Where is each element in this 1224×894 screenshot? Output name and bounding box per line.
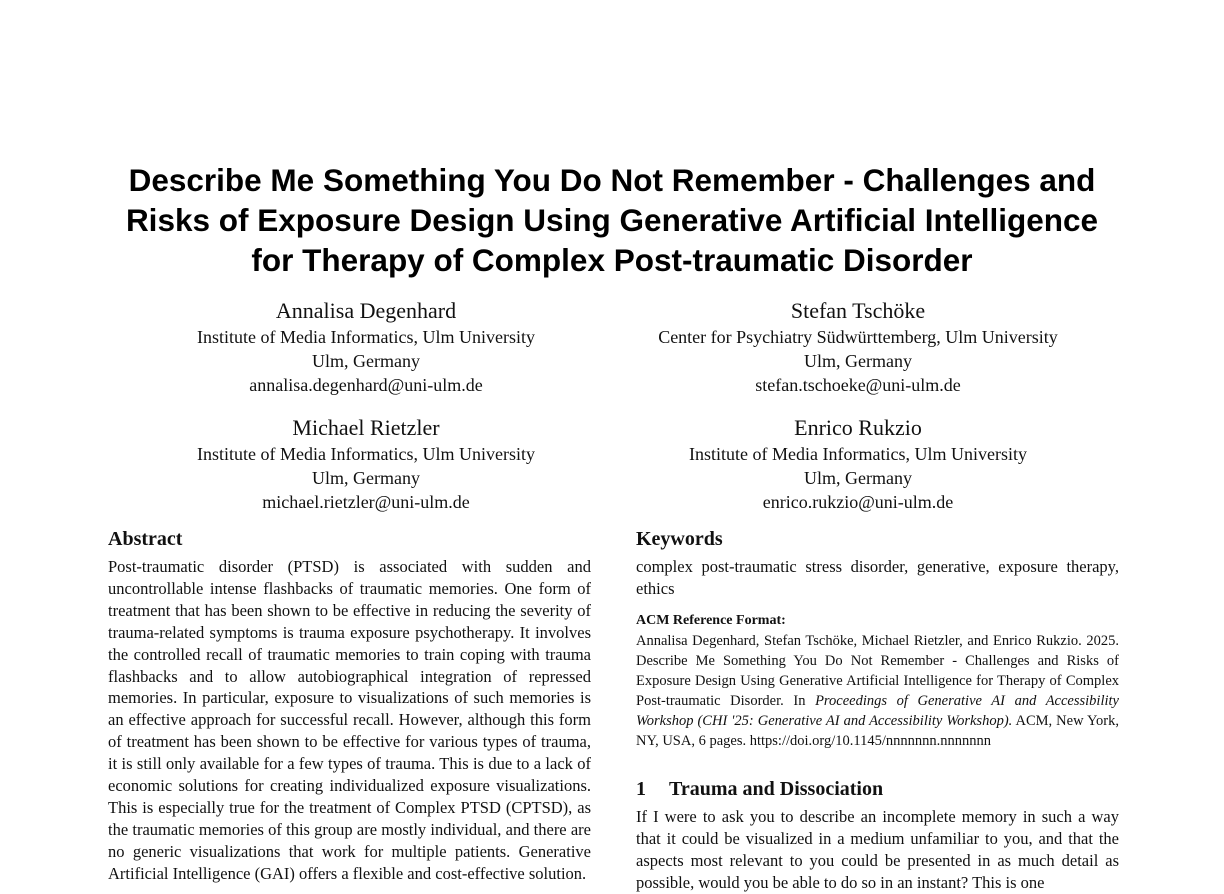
author-affiliation: Institute of Media Informatics, Ulm University bbox=[689, 444, 1027, 464]
author-name: Stefan Tschöke bbox=[790, 298, 926, 323]
author-name: Enrico Rukzio bbox=[794, 415, 922, 440]
section-heading bbox=[636, 777, 883, 801]
author-name: Annalisa Degenhard bbox=[275, 298, 457, 323]
abstract-text: Post-traumatic disorder (PTSD) is associated with sudden and uncontrollable intense flashbacks of traumatic memories. One form of treatment that has been shown to be effective in reducing the severity of trauma-related symptoms is trauma exposure psychotherapy. It involves the controlled recall of traumatic memories to train coping with trauma flashbacks and to allow autobiographical integration of repressed memories. In particular, exposure to visualizations of such memories is an effective approach for successful recall. However, although this form of treatment has been shown to be effective for various types of trauma, it is still only available for a few types of trauma. This is due to a lack of economic solutions for creating individualized exposure visualizations. This is especially true for the treatment of Complex PTSD (CPTSD), as the traumatic memories of this group are mostly individual, and there are no generic visualizations that work for multiple patients. Generative Artificial Intelligence (GAI) offers a flexible and cost-effective solution. bbox=[108, 557, 591, 883]
acm-reference-prefix: Annalisa Degenhard, Stefan Tschöke, Michael Rietzler, and Enrico Rukzio. 2025. Describe Me Something You Do Not Remember - Challenges and Risks of Exposure Design Using Generative Artificial Intelligence for Therapy of Complex Post-traumatic Disorder. In bbox=[636, 633, 1119, 709]
author-location: Ulm, Germany bbox=[804, 468, 912, 488]
author-block bbox=[106, 298, 626, 397]
abstract-heading: Abstract bbox=[108, 528, 183, 550]
author-block bbox=[598, 298, 1118, 397]
author-email: annalisa.degenhard@uni-ulm.de bbox=[249, 375, 483, 395]
acm-reference-suffix: ACM, New York, NY, USA, 6 pages. https://doi.org/10.1145/nnnnnnn.nnnnnnn bbox=[636, 713, 1119, 749]
acm-reference-venue: Proceedings of Generative AI and Accessibility Workshop (CHI '25: Generative AI and Accessibility Workshop). bbox=[636, 693, 1119, 729]
section-text: If I were to ask you to describe an incomplete memory in such a way that it could be visualized in a medium unfamiliar to you, and that the aspects most relevant to you could be presented in as much detail as possible, would you be able to do so in an instant? This is one bbox=[636, 807, 1119, 892]
title-line: Describe Me Something You Do Not Remember - Challenges and bbox=[128, 162, 1096, 198]
acm-reference-body bbox=[636, 631, 1119, 751]
abstract-body bbox=[108, 556, 591, 885]
author-affiliation: Center for Psychiatry Südwürttemberg, Ulm University bbox=[658, 327, 1058, 347]
author-email: michael.rietzler@uni-ulm.de bbox=[262, 492, 470, 512]
author-location: Ulm, Germany bbox=[804, 351, 912, 371]
author-location: Ulm, Germany bbox=[312, 468, 420, 488]
author-affiliation: Institute of Media Informatics, Ulm University bbox=[197, 327, 535, 347]
acm-reference-heading: ACM Reference Format: bbox=[636, 613, 786, 628]
author-email: enrico.rukzio@uni-ulm.de bbox=[762, 492, 954, 512]
keywords-heading: Keywords bbox=[636, 528, 723, 550]
author-affiliation: Institute of Media Informatics, Ulm University bbox=[197, 444, 535, 464]
keywords-text: complex post-traumatic stress disorder, generative, exposure therapy, ethics bbox=[636, 557, 1119, 598]
section-number: 1 bbox=[636, 778, 646, 800]
author-block bbox=[598, 415, 1118, 514]
author-name: Michael Rietzler bbox=[292, 415, 440, 440]
title-line: Risks of Exposure Design Using Generative Artificial Intelligence bbox=[125, 202, 1099, 238]
author-email: stefan.tschoeke@uni-ulm.de bbox=[755, 375, 961, 395]
section-body bbox=[636, 806, 1119, 894]
keywords-body bbox=[636, 556, 1119, 600]
title-line: for Therapy of Complex Post-traumatic Disorder bbox=[251, 242, 973, 278]
author-block bbox=[106, 415, 626, 514]
section-title: Trauma and Dissociation bbox=[669, 778, 884, 800]
author-location: Ulm, Germany bbox=[312, 351, 420, 371]
paper-title bbox=[100, 160, 1124, 280]
